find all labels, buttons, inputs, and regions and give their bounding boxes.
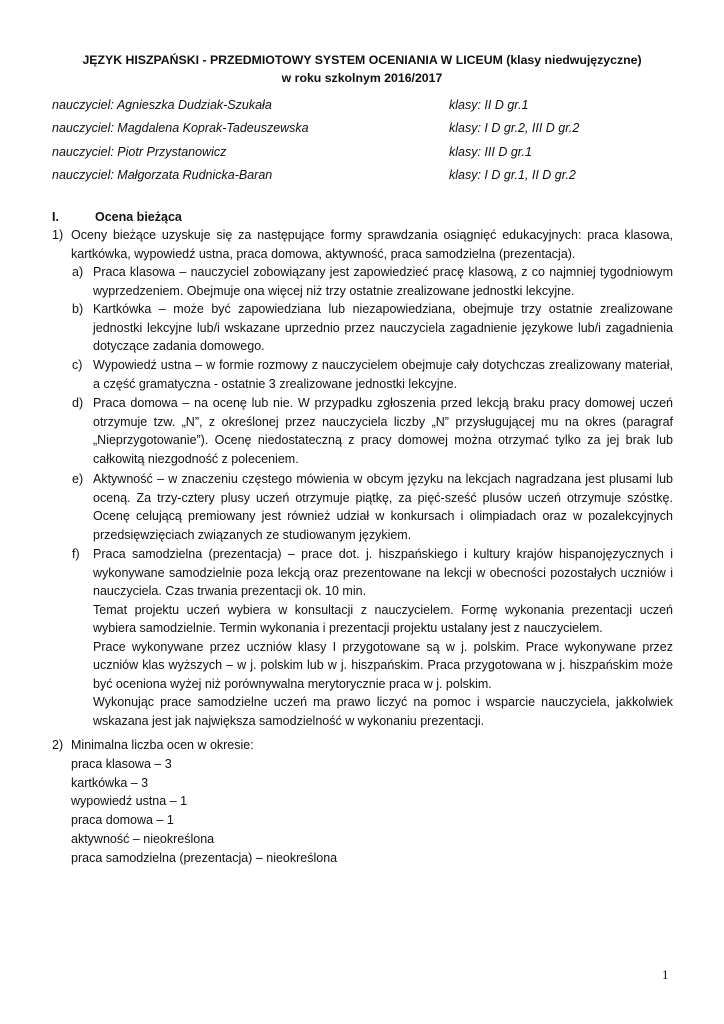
sub-list-item (72, 263, 673, 300)
teacher-row (52, 165, 672, 185)
teacher-name: nauczyciel: Piotr Przystanowicz (52, 145, 227, 159)
sub-item-marker: a) (72, 265, 84, 279)
sub-list-item (72, 545, 673, 730)
teacher-classes: klasy: I D gr.2, III D gr.2 (449, 121, 580, 135)
list-item: praca samodzielna (prezentacja) – nieokreślona (71, 850, 338, 865)
sub-item-marker: b) (72, 302, 84, 316)
minimum-grades-list (71, 755, 337, 867)
list-item: praca domowa – 1 (71, 813, 174, 828)
sub-item-paragraph: Kartkówka – może być zapowiedziana lub niezapowiedziana, obejmuje trzy ostatnie zrealizowane jednostki lekcyjne lub/i wskazane uprzednio przez nauczyciela zagadnienie językowe lub/i zagadnienia dotyczące zadania domowego. (93, 302, 673, 353)
list-item (52, 736, 673, 755)
sub-item-paragraph: Wypowiedź ustna – w formie rozmowy z nauczycielem obejmuje cały dotychczas zrealizowany materiał, a część gramatyczna - ostatnie 3 zrealizowane jednostki lekcyjne. (93, 358, 673, 391)
sub-item-paragraph: Prace wykonywane przez uczniów klasy I przygotowane są w j. polskim. Prace wykonywane przez uczniów klas wyższych – w j. polskim lub w j. hiszpańskim. Praca przygotowana w j. hiszpańskim może być oceniona wyżej niż porównywalna merytorycznie praca w j. polskim. (93, 639, 673, 691)
sub-item-paragraph: Praca samodzielna (prezentacja) – prace dot. j. hiszpańskiego i kultury krajów hispanojęzycznych i wykonywane samodzielnie poza lekcją oraz prezentowane na lekcji w obecności pozostałych uczniów i nauczyciela. Czas trwania prezentacji ok. 10 min. (93, 547, 673, 598)
teacher-name: nauczyciel: Agnieszka Dudziak-Szukała (52, 98, 272, 112)
sub-list-item (72, 300, 673, 356)
teacher-classes: klasy: III D gr.1 (449, 145, 532, 159)
section-number: I. (52, 210, 59, 224)
sub-item-marker: e) (72, 472, 84, 486)
sub-item-paragraph: Temat projektu uczeń wybiera w konsultacji z nauczycielem. Formę wykonania prezentacji uczeń wybiera samodzielnie. Termin wykonania i prezentacji projektu ustalany jest z nauczycielem. (93, 602, 673, 635)
item-marker: 2) (52, 738, 64, 752)
list-item: aktywność – nieokreślona (71, 831, 215, 846)
teacher-name: nauczyciel: Małgorzata Rudnicka-Baran (52, 168, 273, 182)
list-item: praca klasowa – 3 (71, 757, 172, 771)
sub-list-item (72, 356, 673, 393)
teacher-name: nauczyciel: Magdalena Koprak-Tadeuszewska (52, 121, 309, 135)
teacher-row (52, 142, 672, 162)
sub-item-paragraph: Praca domowa – na ocenę lub nie. W przypadku zgłoszenia przed lekcją braku pracy domowej uczeń otrzymuje tzw. „N”, z określonej przez nauczyciela liczby „N” przysługującej mu na okres (paragraf „Nieprzygotowanie”). Ocenę niedostateczną z pracy domowej można otrzymać tylko za jej brak lub całkowitą niezgodność z poleceniem. (93, 396, 673, 466)
teacher-row (52, 118, 672, 138)
item-marker: 1) (52, 228, 64, 242)
teacher-classes: klasy: I D gr.1, II D gr.2 (449, 168, 576, 182)
document-title: JĘZYK HISZPAŃSKI - PRZEDMIOTOWY SYSTEM OCENIANIA W LICEUM (klasy niedwujęzyczne) (82, 53, 642, 67)
sub-list-item (72, 470, 673, 544)
sub-item-paragraph: Praca klasowa – nauczyciel zobowiązany jest zapowiedzieć pracę klasową, z co najmniej tygodniowym wyprzedzeniem. Obejmuje ona więcej niż trzy ostatnie zrealizowane jednostki lekcyjne. (93, 265, 673, 298)
item-text: Minimalna liczba ocen w okresie: (71, 738, 254, 752)
item-text: Oceny bieżące uzyskuje się za następujące formy sprawdzania osiągnięć edukacyjnych: praca klasowa, kartkówka, wypowiedź ustna, praca domowa, aktywność, praca samodzielna (prezentacja). (71, 228, 673, 261)
sub-item-marker: f) (72, 547, 80, 561)
teacher-row (52, 95, 672, 115)
section-title: Ocena bieżąca (95, 210, 182, 224)
document-subtitle: w roku szkolnym 2016/2017 (281, 71, 443, 85)
list-item: kartkówka – 3 (71, 775, 149, 790)
page-number: 1 (662, 967, 669, 982)
sub-item-marker: c) (72, 358, 83, 372)
teacher-classes: klasy: II D gr.1 (449, 98, 529, 112)
sub-list-item (72, 394, 673, 468)
sub-item-paragraph: Wykonując prace samodzielne uczeń ma prawo liczyć na pomoc i wsparcie nauczyciela, jakkolwiek wskazana jest jak największa samodzielność w wykonaniu prezentacji. (93, 695, 673, 728)
list-item (52, 226, 673, 263)
sub-item-marker: d) (72, 396, 84, 410)
sub-item-paragraph: Aktywność – w znaczeniu częstego mówienia w obcym języku na lekcjach nagradzana jest plusami lub oceną. Za trzy-cztery plusy uczeń otrzymuje piątkę, za pięć-sześć plusów uczeń otrzymuje szóstkę. Ocenę celującą premiowany jest również udział w konkursach i olimpiadach oraz w pozalekcyjnych przedsięwzięciach związanych ze studiowanym językiem. (93, 472, 673, 542)
list-item: wypowiedź ustna – 1 (71, 794, 188, 809)
